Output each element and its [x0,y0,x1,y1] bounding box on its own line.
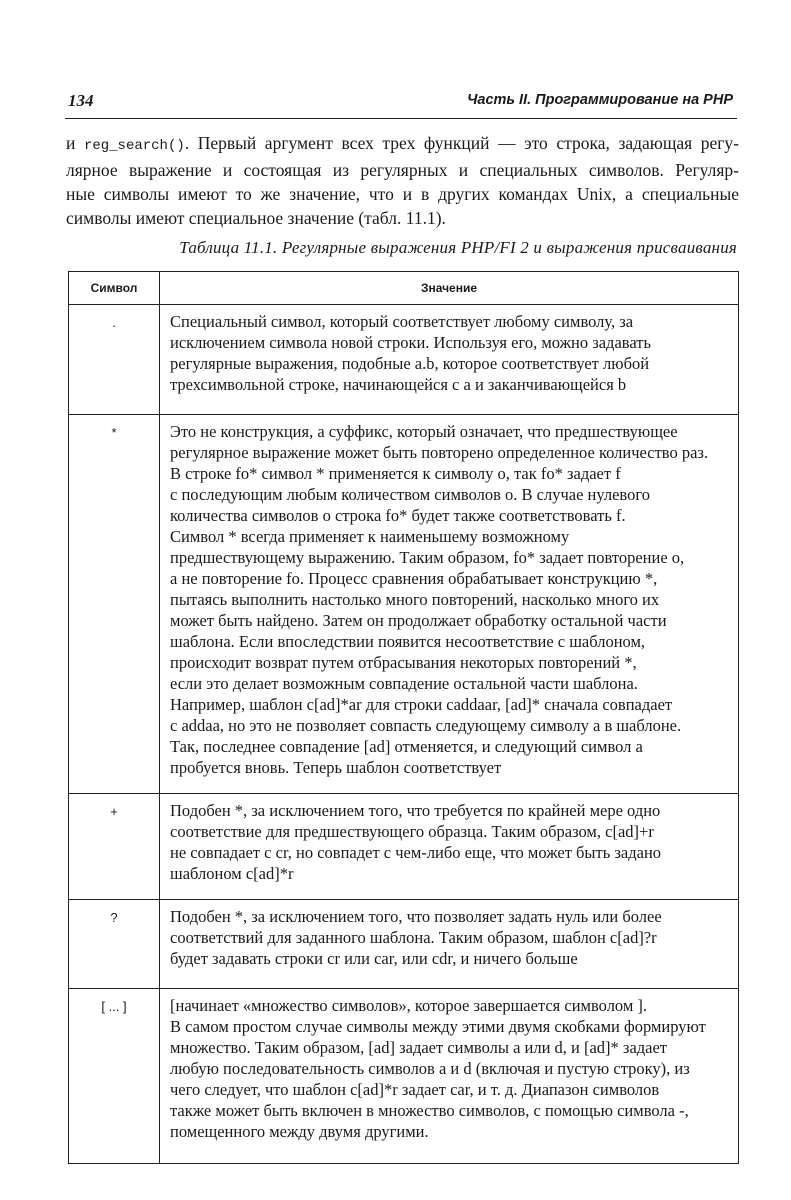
symbol-cell: * [69,415,160,794]
intro-paragraph [66,131,739,230]
symbol-cell: . [69,305,160,415]
intro-line: символы имеют специальное значение (табл. 11.1). [66,208,446,228]
meaning-line: также может быть включен в множество символов, с помощью символа -, [170,1101,689,1120]
meaning-line: а не повторение fo. Процесс сравнения обрабатывает конструкцию *, [170,569,658,588]
header-meaning: Значение [160,272,739,305]
table-row [69,305,739,415]
meaning-line: Подобен *, за исключением того, что требуется по крайней мере одно [170,801,661,820]
meaning-line: шаблоном c[ad]*r [170,864,294,883]
meaning-cell [160,989,739,1164]
meaning-line: с addaa, но это не позволяет совпасть следующему символу a в шаблоне. [170,716,682,735]
meaning-line: может быть найдено. Затем он продолжает обработку остальной части [170,611,667,630]
meaning-line: Например, шаблон c[ad]*ar для строки caddaar, [ad]* сначала совпадает [170,695,673,714]
meaning-line: трехсимвольной строке, начинающейся с a и заканчивающейся b [170,375,627,394]
meaning-line: если это делает возможным совпадение остальной части шаблона. [170,674,638,693]
page-number: 134 [68,91,94,110]
meaning-line: будет задавать строки cr или car, или cdr, и ничего больше [170,949,578,968]
meaning-line: предшествующему выражению. Таким образом, fo* задает повторение o, [170,548,685,567]
meaning-line: регулярные выражения, подобные a.b, которое соответствует любой [170,354,650,373]
table-row [69,900,739,989]
header-symbol: Символ [69,272,160,305]
meaning-line: количества символов o строка fo* будет также соответствовать f. [170,506,626,525]
intro-line: ные символы имеют то же значение, что и в других командах Unix, а специальные [66,184,739,204]
meaning-cell [160,415,739,794]
meaning-line: чего следует, что шаблон c[ad]*r задает car, и т. д. Диапазон символов [170,1080,660,1099]
meaning-cell [160,900,739,989]
meaning-line: регулярное выражение может быть повторено определенное количество раз. [170,443,709,462]
meaning-line: с последующим любым количеством символов o. В случае нулевого [170,485,650,504]
meaning-line: соответствие для предшествующего образца. Таким образом, c[ad]+r [170,822,654,841]
meaning-line: Это не конструкция, а суффикс, который означает, что предшествующее [170,422,678,441]
running-head: Часть II. Программирование на PHP [467,92,733,108]
meaning-line: В самом простом случае символы между этими двумя скобками формируют [170,1017,706,1036]
meaning-line: Подобен *, за исключением того, что позволяет задать нуль или более [170,907,662,926]
meaning-cell [160,794,739,900]
meaning-line: В строке fo* символ * применяется к символу o, так fo* задает f [170,464,621,483]
header-rule [65,118,737,119]
meaning-line: множество. Таким образом, [ad] задает символы a или d, и [ad]* задает [170,1038,668,1057]
meaning-line: [начинает «множество символов», которое завершается символом ]. [170,996,648,1015]
meaning-line: Символ * всегда применяет к наименьшему возможному [170,527,570,546]
meaning-line: пытаясь выполнить настолько много повторений, насколько много их [170,590,660,609]
symbol-cell: [ ... ] [69,989,160,1164]
meaning-line: не совпадает с cr, но совпадет с чем-либо еще, что может быть задано [170,843,662,862]
intro-line: и reg_search(). Первый аргумент всех трех функций — это строка, задающая регу- [66,133,739,154]
table-row [69,794,739,900]
meaning-line: исключением символа новой строки. Используя его, можно задавать [170,333,651,352]
symbol-cell: ? [69,900,160,989]
symbol-cell: + [69,794,160,900]
regex-table [68,271,739,1164]
meaning-cell [160,305,739,415]
meaning-line: шаблона. Если впоследствии появится несоответствие с шаблоном, [170,632,646,651]
meaning-line: помещенного между двумя другими. [170,1122,429,1141]
meaning-line: Специальный символ, который соответствует любому символу, за [170,312,634,331]
meaning-line: Так, последнее совпадение [ad] отменяется, и следующий символ a [170,737,643,756]
meaning-line: пробуется вновь. Теперь шаблон соответствует [170,758,502,777]
meaning-line: происходит возврат путем отбрасывания некоторых повторений *, [170,653,637,672]
intro-line: лярное выражение и состоящая из регулярных и специальных символов. Регуляр- [66,160,739,180]
table-header-row [69,272,739,305]
meaning-line: соответствий для заданного шаблона. Таким образом, шаблон c[ad]?r [170,928,657,947]
table-row [69,989,739,1164]
table-row [69,415,739,794]
table-caption: Таблица 11.1. Регулярные выражения PHP/FI 2 и выражения присваивания [179,238,737,257]
meaning-line: любую последовательность символов a и d (включая и пустую строку), из [170,1059,690,1078]
